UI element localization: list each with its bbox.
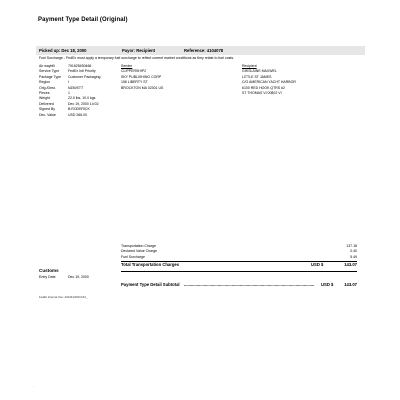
detail-value: 791625450466	[68, 64, 92, 68]
charge-label: Fuel Surcharge	[121, 254, 145, 259]
recipient-block	[242, 64, 296, 96]
detail-value: 1	[68, 90, 70, 95]
customs-heading: Customs	[39, 268, 59, 273]
fuel-surcharge-note: Fuel Surcharge - FedEx must apply a temporary fuel surcharge to reflect current market conditions as they relate to fuel costs.	[39, 56, 235, 60]
picked-up-date: Picked up: Dec 18, 2000	[39, 47, 87, 53]
subtotal-label: Payment Type Detail Subtotal	[121, 282, 180, 287]
detail-row	[39, 113, 101, 118]
page-title: Payment Type Detail (Original)	[38, 17, 128, 23]
detail-value: USD 266.00	[68, 112, 88, 117]
subtotal-amount: 143.07	[344, 282, 357, 287]
sender-heading: Sender	[121, 64, 133, 68]
customs-entry-row	[39, 275, 89, 279]
charge-amount: 137.18	[346, 244, 357, 248]
total-transportation-charges	[121, 262, 357, 267]
recipient-line: LITTLE ST JAMES	[242, 74, 272, 79]
detail-value: Customer Packaging	[68, 74, 101, 79]
subtotal-leader-dots: ................................................................................................................	[184, 282, 315, 287]
detail-label: Delivered	[39, 101, 54, 106]
detail-label: Dec. Value	[39, 112, 56, 117]
detail-value: 22.0 lbs, 10.0 kgs	[68, 96, 96, 101]
entry-date-label: Entry Date	[39, 275, 56, 279]
sender-line: SKY PUBLISHING CORP	[121, 74, 162, 79]
detail-label: Orig./Dest.	[39, 85, 56, 90]
detail-value: I	[68, 80, 69, 85]
detail-value: Dec 19, 2000 14:02	[68, 101, 99, 106]
shipment-details	[39, 64, 101, 118]
detail-label: Signed By	[39, 107, 55, 112]
recipient-line: 6100 RED HOOK QTRS #2	[242, 85, 285, 90]
page-mark: .	[33, 383, 35, 388]
detail-label: Pieces	[39, 90, 50, 95]
entry-date-value: Dec 19, 2000	[68, 275, 89, 279]
charge-amount: 5.49	[350, 254, 357, 259]
shipment-header-bar	[36, 46, 365, 55]
charge-label: Transportation Charge	[121, 244, 156, 248]
payor: Payor: Recipient	[122, 47, 156, 53]
detail-label: Region	[39, 80, 51, 85]
recipient-line: GHISLAINE MAXWEL	[242, 69, 277, 74]
recipient-line: C/O AMERICAN YACHT HARBOR	[242, 80, 296, 85]
sender-line: BROCKTON MA 02301 US	[121, 85, 164, 90]
detail-value: B.RODERICK	[68, 107, 90, 112]
charge-row	[121, 255, 357, 260]
detail-value: NZM/STT	[68, 85, 84, 90]
detail-label: Service Type	[39, 69, 60, 74]
detail-value: FedEx Intl Priority	[68, 69, 96, 74]
charge-amount: 0.40	[350, 249, 357, 254]
total-label: Total Transportation Charges	[121, 262, 180, 267]
sender-line: 156 LIBERTY ST	[121, 80, 148, 85]
detail-label: Package Type	[39, 74, 62, 79]
sender-block	[121, 64, 163, 91]
detail-label: Weight	[39, 96, 50, 101]
subtotal-currency: USD $	[321, 282, 334, 287]
recipient-heading: Recipient	[242, 64, 257, 68]
charge-label: Declared Value Charge	[121, 249, 158, 254]
total-amount: 143.07	[344, 262, 357, 267]
reference-number: Reference: 4104078	[184, 47, 224, 53]
divider	[121, 271, 357, 272]
detail-label: Air waybill	[39, 64, 55, 68]
recipient-line: ST THOMAS VI 00802 VI	[242, 90, 282, 95]
total-currency: USD $	[311, 262, 324, 267]
sender-line: CLIPPERSHIP2	[121, 69, 147, 74]
payment-type-subtotal	[121, 282, 357, 287]
charges-list	[121, 244, 357, 260]
internal-use-footer: FedEx Internal Use: 432444/2001CF1_	[39, 295, 88, 299]
customs-block	[39, 268, 89, 279]
